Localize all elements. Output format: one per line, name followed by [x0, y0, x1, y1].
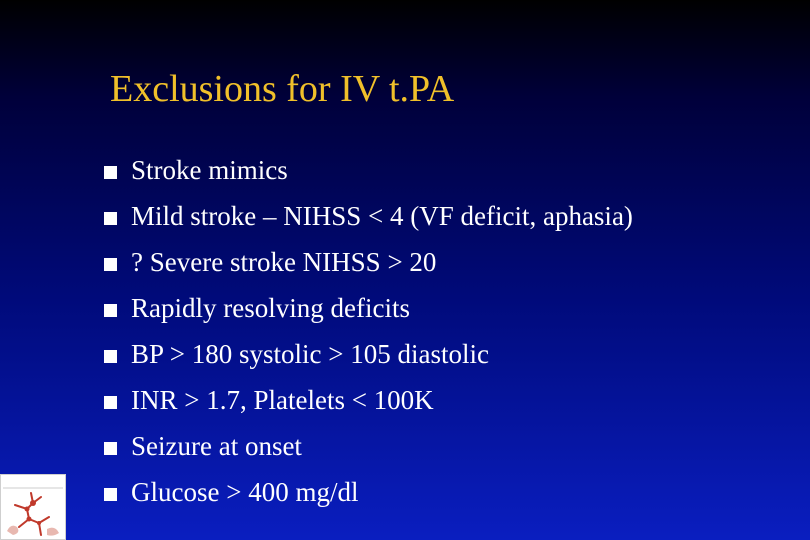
bullet-text: Stroke mimics: [131, 154, 288, 185]
bullet-text: BP > 180 systolic > 105 diastolic: [131, 338, 489, 369]
square-bullet-icon: [104, 442, 117, 455]
square-bullet-icon: [104, 396, 117, 409]
stroke-institute-logo-icon: [1, 475, 65, 539]
bullet-text: INR > 1.7, Platelets < 100K: [131, 384, 434, 415]
bullet-text: Seizure at onset: [131, 430, 302, 461]
bullet-text: Rapidly resolving deficits: [131, 292, 410, 323]
list-item: [104, 239, 633, 285]
square-bullet-icon: [104, 212, 117, 225]
bullet-list: [104, 147, 633, 515]
list-item: [104, 423, 633, 469]
square-bullet-icon: [104, 350, 117, 363]
list-item: [104, 469, 633, 515]
square-bullet-icon: [104, 258, 117, 271]
list-item: [104, 285, 633, 331]
square-bullet-icon: [104, 488, 117, 501]
list-item: [104, 147, 633, 193]
square-bullet-icon: [104, 166, 117, 179]
bullet-text: ? Severe stroke NIHSS > 20: [131, 246, 437, 277]
slide-title: Exclusions for IV t.PA: [110, 68, 455, 110]
list-item: [104, 377, 633, 423]
upmc-stroke-logo: [0, 474, 66, 540]
square-bullet-icon: [104, 304, 117, 317]
bullet-text: Glucose > 400 mg/dl: [131, 476, 359, 507]
list-item: [104, 331, 633, 377]
list-item: [104, 193, 633, 239]
bullet-text: Mild stroke – NIHSS < 4 (VF deficit, aphasia): [131, 200, 633, 231]
